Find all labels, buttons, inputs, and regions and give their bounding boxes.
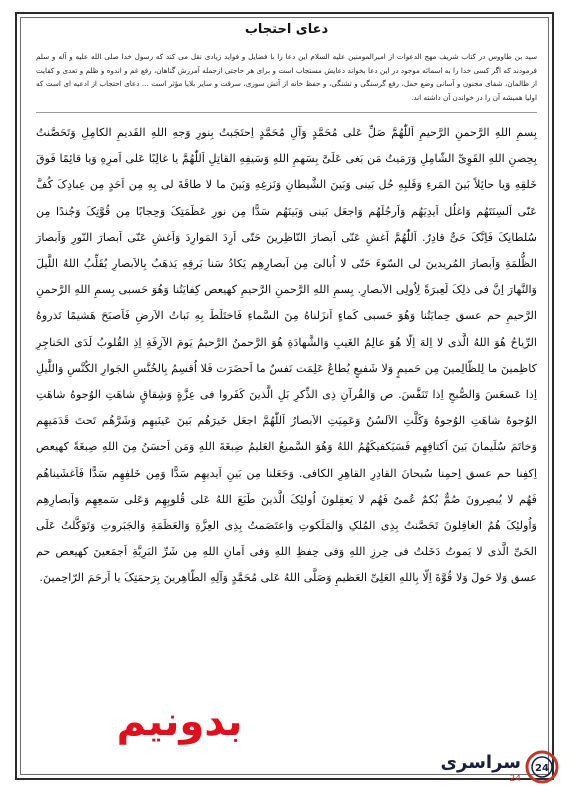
prayer-section-2: اَللّٰهُمَّ اَغشِ عَنّی اَبصارَ النّاظِرینَ حَتّی اَرِدَ المَوارِدَ وَاَغشِ عَنّی اَبصارَ النّورِ وَاَبصارَ الظُّلمَةِ وَاَبصارَ المُریدینَ لی السّوءَ حَتّی لا اُبالیَ مِن اَبصارِهِم یَکادُ سَنا بَرقِهِ یَذهَبُ بِالاَبصارِ یُقَلِّبُ اللهُ اللَّیلَ وَالنَّهارَ اِنَّ فی ذلِکَ لَعِبرَةً لِاُولِی الاَبصارِ. bbox=[36, 230, 537, 297]
prayer-body bbox=[36, 120, 537, 592]
prayer-section-5: وَجَعَلنا مِن بَینِ اَیدیهِم سَدًّا وَمِن خَلفِهِم سَدًّا فَاَغشَیناهُم فَهُم لا یُبصِرونَ صُمٌّ بُکمٌ عُمیٌ فَهُم لا یَعقِلونَ اُولئِکَ الَّذینَ طَبَعَ اللهُ عَلی قُلوبِهِم وَعَلی سَمعِهِم وَاَبصارِهِم وَاُولئِکَ هُمُ الغافِلونَ تَحَصَّنتُ بِذِی المُلکِ وَالمَلَکوتِ وَاعتَصَمتُ بِذِی العِزَّةِ وَالعَظَمَةِ وَالجَبَروتِ وَتَوَکَّلتُ عَلَی الحَیِّ الَّذی لا یَموتُ دَخَلتُ فی حِرزِ اللهِ وَفی حِفظِ اللهِ وَفی اَمانِ اللهِ مِن شَرِّ البَرِیَّةِ اَجمَعینَ کهیعص حم عسق وَلا حَولَ وَلا قُوَّةَ اِلّا بِاللهِ العَلِیِّ العَظیمِ وَصَلَّی اللهُ عَلی مُحَمَّدٍ وَآلِهِ الطّاهِرینَ بِرَحمَتِکَ یا اَرحَمَ الرّاحِمینَ. bbox=[36, 466, 537, 585]
document-title: دعای احتجاب bbox=[244, 22, 329, 37]
logo-number: 24 bbox=[509, 774, 521, 784]
site-logo[interactable] bbox=[429, 748, 559, 792]
prayer-text bbox=[36, 120, 537, 592]
prayer-section-1: بِسمِ اللهِ الرَّحمنِ الرَّحیمِ اَللّٰهُمَّ صَلِّ عَلی مُحَمَّدٍ وَآلِ مُحَمَّدٍ اِحتَجَبتُ بِنورِ وَجهِ اللهِ القَدیمِ الکامِلِ وَتَحَصَّنتُ بِحِصنِ اللهِ القَوِیِّ الشّامِلِ وَرَمَیتُ مَن بَغی عَلَیَّ بِسَهمِ اللهِ وَسَیفِهِ القاتِلِ اَللّٰهُمَّ یا غالِبًا عَلی اَمرِهِ وَیا قائِمًا فَوقَ خَلقِهِ وَیا حائِلاً بَینَ المَرءِ وَقَلبِهِ حُل بَینی وَبَینَ الشَّیطانِ وَنَزغِهِ وَبَینَ ما لا طاقَةَ لی بِهِ مِن اَحَدٍ مِن عِبادِکَ کُفَّ عَنّی اَلسِنَتَهُم وَاغلُل اَیدِیَهُم وَاَرجُلَهُم وَاجعَل بَینی وَبَینَهُم سَدًّا مِن نورِ عَظَمَتِکَ وَحِجابًا مِن قُوَّتِکَ وَجُندًا مِن سُلطانِکَ فَاِنَّکَ حَیٌّ قادِرٌ. bbox=[36, 126, 537, 244]
prayer-section-4: ص وَالقُرآنِ ذِی الذِّکرِ بَلِ الَّذینَ کَفَروا فی عِزَّةٍ وَشِقاقٍ شاهَتِ الوُجوهُ شاهَتِ الوُجوهُ شاهَتِ الوُجوهُ وَکَلَّتِ الاَلسُنُ وَعَمِیَتِ الاَبصارُ اَللّٰهُمَّ اجعَل خَیرَهُم بَینَ عَینَیهِم وَشَرَّهُم تَحتَ قَدَمَیهِم وَخاتَمَ سُلَیمانَ بَینَ اَکتافِهِم فَسَیَکفیکَهُمُ اللهُ وَهُوَ السَّمیعُ العَلیمُ صِبغَةَ اللهِ وَمَن اَحسَنُ مِنَ اللهِ صِبغَةً کهیعص اِکفِنا حم عسق اِحمِنا سُبحانَ القادِرِ القاهِرِ الکافی. bbox=[36, 388, 537, 480]
prayer-section-3: بِسمِ اللهِ الرَّحمنِ الرَّحیمِ کهیعص کِفایَتُنا وَهُوَ حَسبی بِسمِ اللهِ الرَّحمنِ الرَّحیمِ حم عسق حِمایَتُنا وَهُوَ حَسبی کَماءٍ اَنزَلناهُ مِنَ السَّماءِ فَاختَلَطَ بِهِ نَباتُ الاَرضِ فَاَصبَحَ هَشیمًا تَذروهُ الرِّیاحُ هُوَ اللهُ الَّذی لا اِلهَ اِلّا هُوَ عالِمُ الغَیبِ وَالشَّهادَةِ هُوَ الرَّحمنُ الرَّحیمُ یَومَ الآزِفَةِ اِذِ القُلوبُ لَدَی الحَناجِرِ کاظِمینَ ما لِلظّالِمینَ مِن حَمیمٍ وَلا شَفیعٍ یُطاعُ عَلِمَت نَفسٌ ما اَحضَرَت فَلا اُقسِمُ بِالخُنَّسِ الجَوارِ الکُنَّسِ وَاللَّیلِ اِذا عَسعَسَ وَالصُّبحِ اِذا تَنَفَّسَ. bbox=[36, 283, 537, 402]
circle-24-logo-icon bbox=[525, 750, 559, 784]
red-stamp-text: بدونیم bbox=[116, 699, 243, 745]
separator-line bbox=[36, 112, 537, 113]
intro-paragraph: سید بن طاووس در کتاب شریف مهج الدعوات از امیرالمومنین علیه السلام این دعا را با فضایل و فواید زیادی نقل می کند که رسول خدا صلی الله علیه و آله و سلم فرمودند که اگر کسی خدا را به اسمائه موجود در این دعا بخواند دعایش مستجاب است و برای هر حاجتی ازجمله آمرزش گناهان، رفع غم و اندوه و ظلم و تعدی و کفایت از ظالمان، شفای مجنون و آسانی وضع حمل، رفع گرسنگی و تشنگی، و حفظ خانه از آتش سوزی، سرقت و سایر بلایا مؤثر است ... دعای احتجاب از ادعیه ای است که اولیا همیشه آن را در خواندن آن داشته اند. bbox=[36, 52, 537, 102]
svg-text:24: 24 bbox=[535, 763, 549, 774]
logo-name: سراسری bbox=[440, 752, 521, 773]
